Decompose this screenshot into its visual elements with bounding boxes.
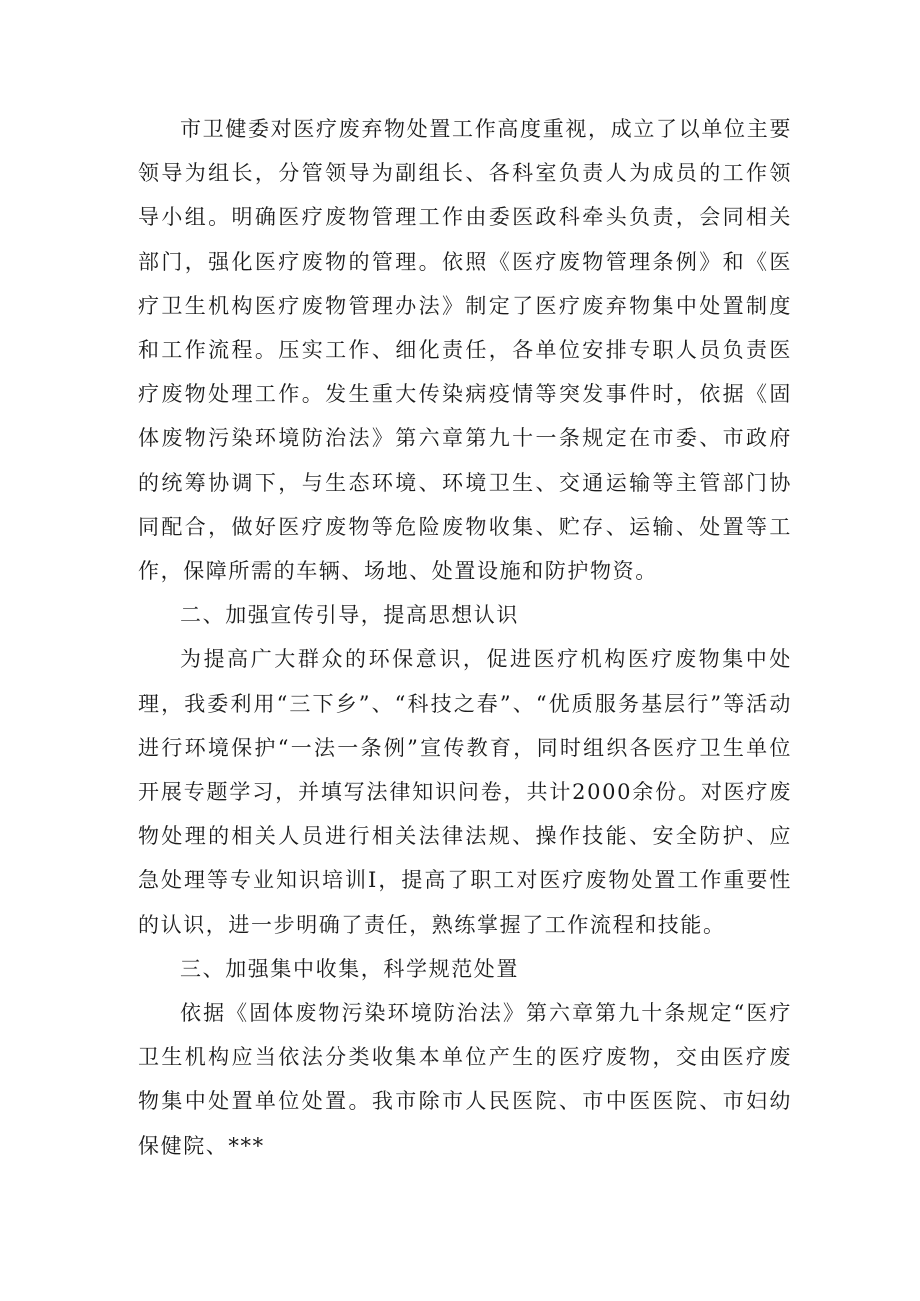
paragraph-leadership: 市卫健委对医疗废弃物处置工作高度重视，成立了以单位主要领导为组长，分管领导为副组长、各科室负责人为成员的工作领导小组。明确医疗废物管理工作由委医政科牵头负责，会同相关部门，强化医疗废物的管理。依照《医疗废物管理条例》和《医疗卫生机构医疗废物管理办法》制定了医疗废弃物集中处置制度和工作流程。压实工作、细化责任，各单位安排专职人员负责医疗废物处理工作。发生重大传染病疫情等突发事件时，依据《固体废物污染环境防治法》第六章第九十一条规定在市委、市政府的统筹协调下，与生态环境、环境卫生、交通运输等主管部门协同配合，做好医疗废物等危险废物收集、贮存、运输、处置等工作，保障所需的车辆、场地、处置设施和防护物资。 bbox=[138, 117, 792, 584]
section-heading-collection: 三、加强集中收集，科学规范处置 bbox=[180, 956, 519, 981]
document-body bbox=[138, 107, 792, 1168]
paragraph-publicity: 为提高广大群众的环保意识，促进医疗机构医疗废物集中处理，我委利用“三下乡”、“科技之春”、“优质服务基层行”等活动进行环境保护“一法一条例”宣传教育，同时组织各医疗卫生单位开展专题学习，并填写法律知识问卷，共计2000余份。对医疗废物处理的相关人员进行相关法律法规、操作技能、安全防护、应急处理等专业知识培训I，提高了职工对医疗废物处置工作重要性的认识，进一步明确了责任，熟练掌握了工作流程和技能。 bbox=[138, 647, 792, 937]
section-heading-publicity: 二、加强宣传引导，提高思想认识 bbox=[180, 603, 519, 628]
paragraph-collection: 依据《固体废物污染环境防治法》第六章第九十条规定“医疗卫生机构应当依法分类收集本单位产生的医疗废物，交由医疗废物集中处置单位处置。我市除市人民医院、市中医医院、市妇幼保健院、*** bbox=[138, 1001, 792, 1158]
